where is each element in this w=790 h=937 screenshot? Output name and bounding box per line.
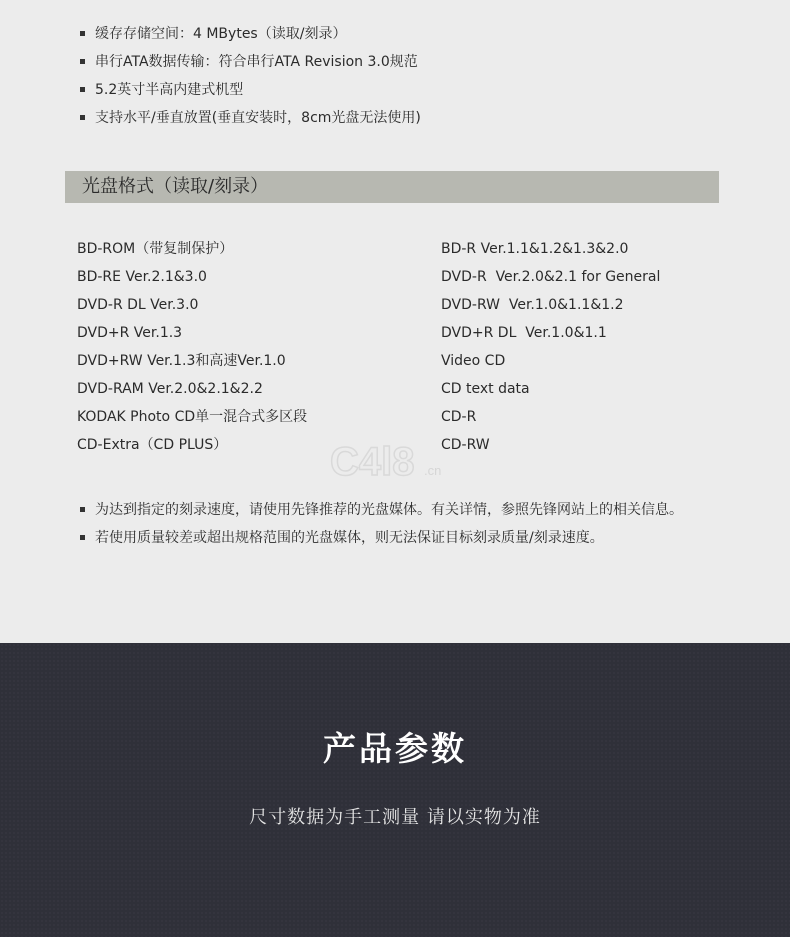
spec-bullet-list bbox=[80, 20, 421, 132]
spec-bullet-item: 缓存存储空间：4 MBytes（读取/刻录） bbox=[80, 20, 421, 48]
watermark-logo bbox=[328, 437, 458, 487]
bullet-icon bbox=[80, 87, 85, 92]
watermark-suffix: .cn bbox=[424, 463, 442, 478]
format-item: CD-RW bbox=[441, 437, 490, 453]
spec-bullet-item: 支持水平/垂直放置(垂直安装时，8cm光盘无法使用) bbox=[80, 104, 421, 132]
format-item: DVD-R Ver.2.0&2.1 for General bbox=[441, 269, 661, 285]
format-item: Video CD bbox=[441, 353, 506, 369]
params-title: 产品参数 bbox=[323, 729, 467, 768]
bullet-icon bbox=[80, 535, 85, 540]
format-item: KODAK Photo CD单一混合式多区段 bbox=[77, 409, 308, 425]
format-item: DVD-RAM Ver.2.0&2.1&2.2 bbox=[77, 381, 263, 397]
bullet-icon bbox=[80, 115, 85, 120]
bullet-icon bbox=[80, 31, 85, 36]
formats-left-column bbox=[77, 235, 307, 459]
formats-section-header bbox=[65, 171, 719, 203]
format-item: CD-R bbox=[441, 409, 477, 425]
format-item: BD-RE Ver.2.1&3.0 bbox=[77, 269, 207, 285]
watermark-text: C4l8 bbox=[330, 440, 415, 484]
note-item: 若使用质量较差或超出规格范围的光盘媒体，则无法保证目标刻录质量/刻录速度。 bbox=[80, 524, 683, 552]
section-title: 光盘格式（读取/刻录） bbox=[82, 176, 269, 197]
params-subtitle: 尺寸数据为手工测量 请以实物为准 bbox=[249, 807, 541, 828]
params-banner bbox=[0, 643, 790, 937]
bullet-icon bbox=[80, 507, 85, 512]
notes-list bbox=[80, 496, 683, 552]
format-item: BD-R Ver.1.1&1.2&1.3&2.0 bbox=[441, 241, 629, 257]
format-item: DVD+RW Ver.1.3和高速Ver.1.0 bbox=[77, 353, 286, 369]
note-item: 为达到指定的刻录速度，请使用先锋推荐的光盘媒体。有关详情，参照先锋网站上的相关信息。 bbox=[80, 496, 683, 524]
formats-right-column bbox=[441, 235, 660, 459]
spec-bullet-item: 5.2英寸半高内建式机型 bbox=[80, 76, 421, 104]
format-item: DVD-RW Ver.1.0&1.1&1.2 bbox=[441, 297, 624, 313]
format-item: CD text data bbox=[441, 381, 530, 397]
bullet-icon bbox=[80, 59, 85, 64]
format-item: DVD+R DL Ver.1.0&1.1 bbox=[441, 325, 607, 341]
format-item: DVD+R Ver.1.3 bbox=[77, 325, 183, 341]
format-item: DVD-R DL Ver.3.0 bbox=[77, 297, 199, 313]
spec-bullet-item: 串行ATA数据传输：符合串行ATA Revision 3.0规范 bbox=[80, 48, 421, 76]
format-item: CD-Extra（CD PLUS） bbox=[77, 437, 228, 453]
format-item: BD-ROM（带复制保护） bbox=[77, 241, 234, 257]
